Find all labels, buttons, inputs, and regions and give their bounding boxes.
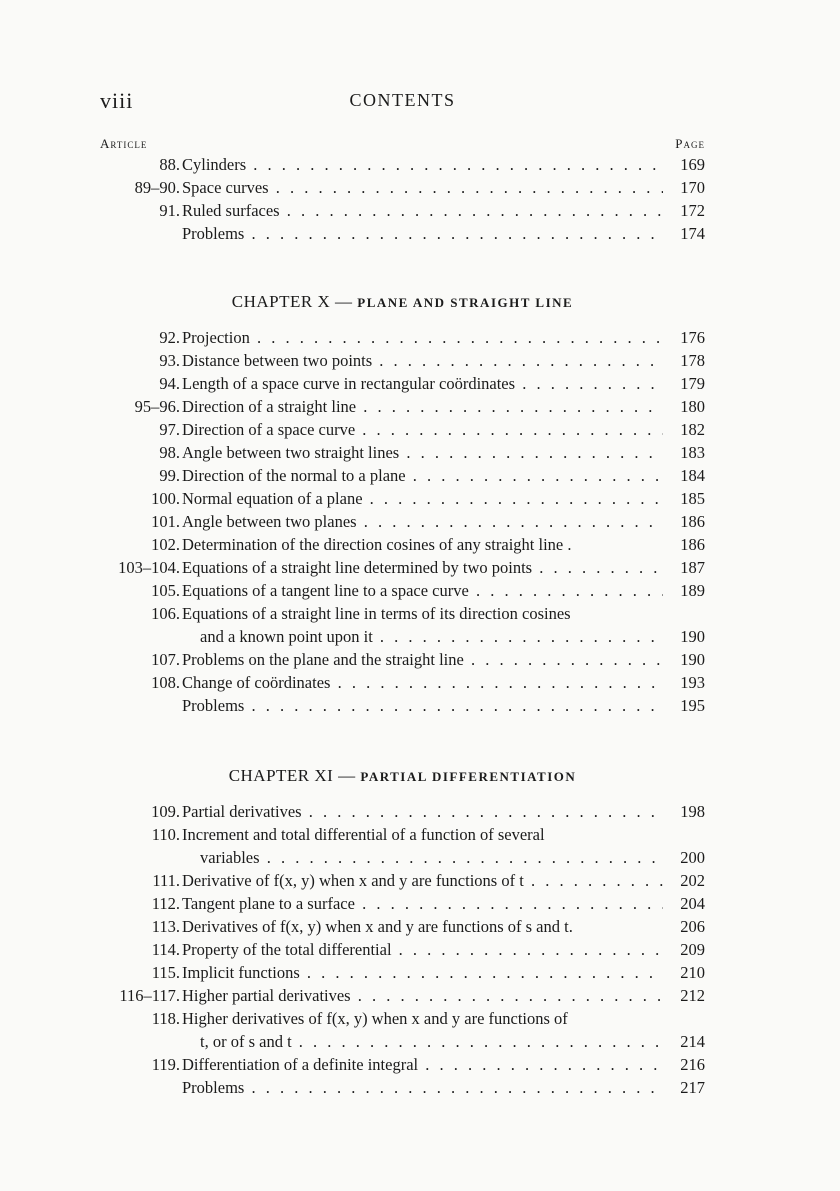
entry-page: 189 (680, 581, 705, 600)
entry-title: Derivative of f(x, y) when x and y are functions of t . . . (182, 869, 663, 892)
article-number: 113. (151, 917, 180, 936)
article-column-label: Article (100, 136, 148, 151)
article-number: 95–96. (134, 397, 180, 416)
toc-entry (100, 349, 705, 372)
entry-title: Higher partial derivatives . . . (182, 984, 663, 1007)
entry-page: 209 (680, 940, 705, 959)
entry-title: Angle between two straight lines . . . (182, 441, 663, 464)
article-number: 102. (151, 535, 180, 554)
entry-title: Direction of the normal to a plane . . . (182, 464, 663, 487)
chapter-11-subtitle: PARTIAL DIFFERENTIATION (360, 769, 577, 784)
entry-page: 198 (680, 802, 705, 821)
article-number: 101. (151, 512, 180, 531)
entry-title: Change of coördinates . . . (182, 671, 663, 694)
toc-section-chapter-10 (100, 326, 705, 717)
toc-entry (100, 984, 705, 1007)
entry-title: Length of a space curve in rectangular coördinates . . . (182, 372, 663, 395)
entry-page: 206 (680, 917, 705, 936)
toc-entry (100, 533, 705, 556)
entry-page: 180 (680, 397, 705, 416)
entry-title: Tangent plane to a surface . . . (182, 892, 663, 915)
entry-title: Angle between two planes . . . (182, 510, 663, 533)
toc-entry (100, 418, 705, 441)
article-number: 115. (151, 963, 180, 982)
entry-page: 187 (680, 558, 705, 577)
article-number: 112. (151, 894, 180, 913)
entry-page: 184 (680, 466, 705, 485)
article-number: 94. (159, 374, 180, 393)
article-number: 109. (151, 802, 180, 821)
entry-page: 185 (680, 489, 705, 508)
toc-entry (100, 487, 705, 510)
toc-entry (100, 938, 705, 961)
entry-page: 195 (680, 696, 705, 715)
entry-title: variables . . . (200, 846, 663, 869)
article-number: 98. (159, 443, 180, 462)
toc-entry (100, 464, 705, 487)
article-number: 97. (159, 420, 180, 439)
entry-title: Differentiation of a definite integral . . . (182, 1053, 663, 1076)
toc-entry (100, 846, 705, 869)
article-number: 114. (151, 940, 180, 959)
page-header (100, 88, 705, 120)
chapter-10-subtitle: PLANE AND STRAIGHT LINE (357, 295, 574, 310)
entry-page: 176 (680, 328, 705, 347)
entry-title: t, or of s and t . . . (200, 1030, 663, 1053)
article-number: 107. (151, 650, 180, 669)
entry-title: Equations of a straight line in terms of its direction cosines (182, 604, 571, 623)
entry-title: Property of the total differential . . . (182, 938, 663, 961)
toc-entry (100, 176, 705, 199)
entry-title: Cylinders . . . (182, 153, 663, 176)
toc-entry (100, 1076, 705, 1099)
entry-page: 186 (680, 512, 705, 531)
toc-entry (100, 1007, 705, 1030)
entry-page: 216 (680, 1055, 705, 1074)
toc-entry (100, 579, 705, 602)
chapter-10-label: CHAPTER X — (231, 292, 353, 311)
entry-title: Increment and total differential of a function of several (182, 825, 545, 844)
page-column-label: Page (675, 136, 705, 151)
toc-entry (100, 153, 705, 176)
toc-entry (100, 222, 705, 245)
entry-page: 174 (680, 224, 705, 243)
entry-page: 190 (680, 650, 705, 669)
toc-entry (100, 823, 705, 846)
toc-entry (100, 648, 705, 671)
article-number: 103–104. (118, 558, 180, 577)
entry-title: Normal equation of a plane . . . (182, 487, 663, 510)
entry-title: Projection . . . (182, 326, 663, 349)
entry-title: Direction of a space curve . . . (182, 418, 663, 441)
article-number: 111. (152, 871, 180, 890)
article-number: 105. (151, 581, 180, 600)
article-number: 100. (151, 489, 180, 508)
entry-page: 170 (680, 178, 705, 197)
entry-title: Implicit functions . . . (182, 961, 663, 984)
entry-page: 182 (680, 420, 705, 439)
chapter-11-heading (100, 766, 705, 786)
entry-page: 212 (680, 986, 705, 1005)
toc-entry (100, 961, 705, 984)
entry-title: Problems . . . (182, 1076, 663, 1099)
entry-page: 217 (680, 1078, 705, 1097)
entry-title: Space curves . . . (182, 176, 663, 199)
entry-page: 214 (680, 1032, 705, 1051)
article-number: 91. (159, 201, 180, 220)
toc-entry (100, 199, 705, 222)
entry-title: Higher derivatives of f(x, y) when x and y are functions of (182, 1009, 568, 1028)
entry-title: Problems . . . (182, 222, 663, 245)
entry-page: 204 (680, 894, 705, 913)
article-number: 110. (151, 825, 180, 844)
page-title: CONTENTS (349, 90, 456, 110)
column-headers (100, 136, 705, 154)
entry-title: Distance between two points . . . (182, 349, 663, 372)
entry-title: Equations of a tangent line to a space curve . . . (182, 579, 663, 602)
page-number: viii (100, 88, 134, 113)
entry-title: Determination of the direction cosines of any straight line . (182, 535, 572, 554)
toc-entry (100, 441, 705, 464)
toc-section-chapter-11 (100, 800, 705, 1099)
entry-page: 190 (680, 627, 705, 646)
entry-title: and a known point upon it . . . (200, 625, 663, 648)
toc-entry (100, 625, 705, 648)
toc-section-chapter-9-end (100, 153, 705, 245)
entry-title: Derivatives of f(x, y) when x and y are functions of s and t. (182, 917, 573, 936)
article-number: 92. (159, 328, 180, 347)
toc-entry (100, 915, 705, 938)
article-number: 93. (159, 351, 180, 370)
entry-title: Problems on the plane and the straight line . . . (182, 648, 663, 671)
entry-page: 183 (680, 443, 705, 462)
article-number: 89–90. (134, 178, 180, 197)
entry-page: 179 (680, 374, 705, 393)
article-number: 106. (151, 604, 180, 623)
article-number: 108. (151, 673, 180, 692)
toc-entry (100, 800, 705, 823)
chapter-10-heading (100, 292, 705, 312)
entry-page: 193 (680, 673, 705, 692)
entry-page: 172 (680, 201, 705, 220)
entry-page: 186 (680, 535, 705, 554)
article-number: 119. (151, 1055, 180, 1074)
toc-entry (100, 602, 705, 625)
entry-title: Ruled surfaces . . . (182, 199, 663, 222)
entry-title: Equations of a straight line determined by two points . . . (182, 556, 663, 579)
entry-page: 200 (680, 848, 705, 867)
toc-entry (100, 671, 705, 694)
article-number: 116–117. (119, 986, 180, 1005)
article-number: 118. (151, 1009, 180, 1028)
toc-entry (100, 326, 705, 349)
toc-entry (100, 694, 705, 717)
toc-entry (100, 892, 705, 915)
toc-entry (100, 372, 705, 395)
entry-page: 178 (680, 351, 705, 370)
toc-entry (100, 1053, 705, 1076)
entry-title: Direction of a straight line . . . (182, 395, 663, 418)
entry-page: 210 (680, 963, 705, 982)
toc-entry (100, 1030, 705, 1053)
entry-page: 202 (680, 871, 705, 890)
toc-entry (100, 556, 705, 579)
toc-entry (100, 510, 705, 533)
toc-entry (100, 395, 705, 418)
entry-page: 169 (680, 155, 705, 174)
toc-entry (100, 869, 705, 892)
entry-title: Partial derivatives . . . (182, 800, 663, 823)
chapter-11-label: CHAPTER XI — (228, 766, 356, 785)
article-number: 88. (159, 155, 180, 174)
article-number: 99. (159, 466, 180, 485)
entry-title: Problems . . . (182, 694, 663, 717)
